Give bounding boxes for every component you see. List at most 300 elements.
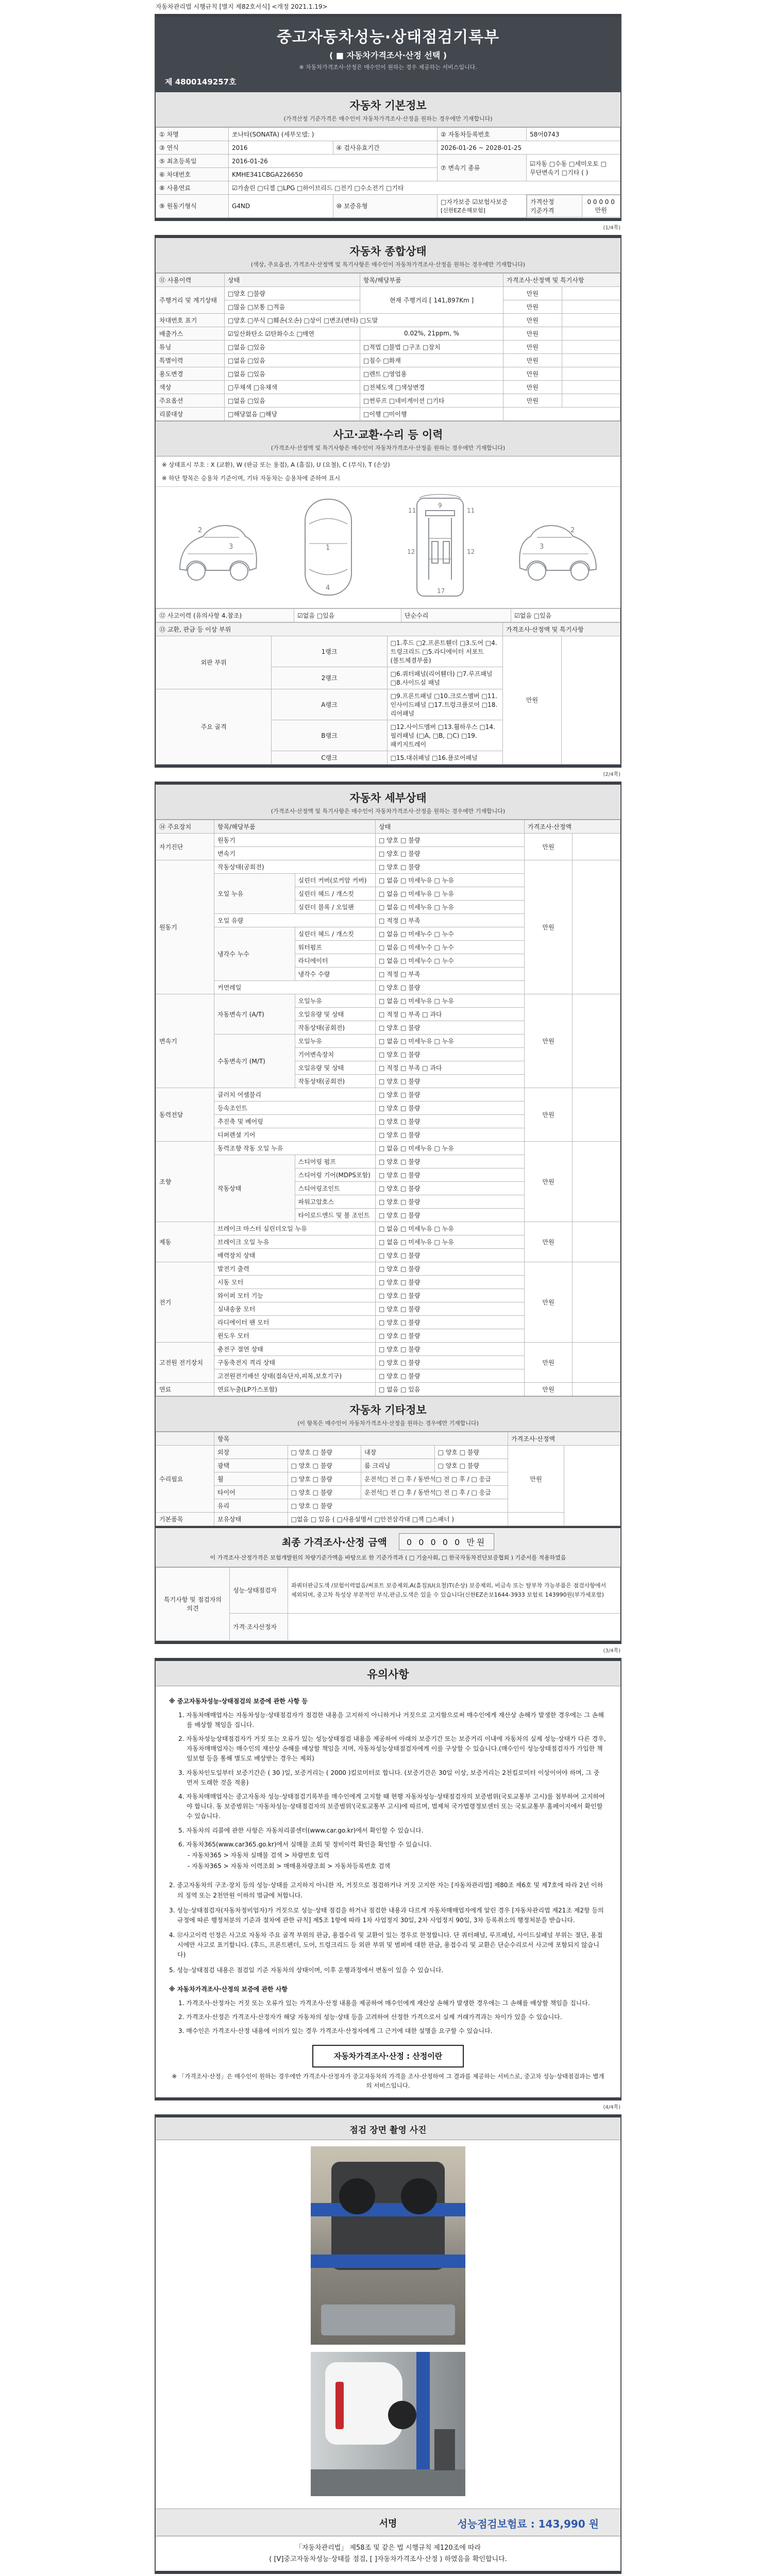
state-checkboxes[interactable]: □ 양호 □ 불량 [376, 1168, 525, 1181]
group-self-diagnosis: 자기진단 [156, 833, 214, 860]
car-name-value: 쏘나타(SONATA) (세부모델: ) [229, 128, 438, 141]
item-label: 변속기 [214, 846, 376, 860]
document-number: 제 4800149257호 [165, 77, 237, 87]
item-label: 연료누출(LP가스포함) [214, 1382, 376, 1396]
car-diagram-top[interactable] [284, 492, 372, 603]
frame-detail-condition [155, 782, 621, 1644]
recall-label: 리콜대상 [156, 407, 225, 420]
state-checkboxes[interactable]: □ 양호 □ 불량 [288, 1499, 508, 1512]
state-checkboxes[interactable]: □ 없음 □ 미세누유 □ 누유 [376, 994, 525, 1007]
item-label: 스티어링 기어(MDPS포함) [295, 1168, 376, 1181]
engine-type-value: G4ND [229, 195, 333, 218]
state-checkboxes[interactable]: □ 없음 □ 미세누유 □ 누유 [376, 900, 525, 913]
note-cell [562, 394, 620, 407]
state-checkboxes[interactable]: □ 양호 □ 불량 [288, 1485, 361, 1499]
item-label: 라디에이터 팬 모터 [214, 1315, 376, 1329]
col-state: 상태 [225, 273, 360, 286]
item-label: 워터펌프 [295, 940, 376, 954]
panel-header: ⑬ 교환, 판금 등 이상 부위 [156, 622, 503, 636]
color-type-checkboxes[interactable]: □전체도색 □색상변경 [360, 380, 503, 394]
item-label: 라디에이터 [295, 954, 376, 967]
price-cell: 만원 [503, 380, 562, 394]
usage-change-checkboxes[interactable]: □없음 □있음 [225, 367, 360, 380]
state-checkboxes[interactable]: □ 양호 □ 불량 [376, 1181, 525, 1195]
notice-subitem: - 자동차365 > 자동차 이력조회 > 매매용차량조회 > 자동차등록번호 검색 [188, 1862, 391, 1870]
col-part: 항목/해당부품 [360, 273, 503, 286]
appraiser-label: 가격·조사산정자 [230, 1613, 288, 1640]
section-note: (가격산정 기준가격은 매수인이 자동차가격조사·산정을 원하는 경우에만 기재합니다) [283, 115, 493, 122]
wheel-shape [339, 2178, 375, 2214]
form-reference: 자동차관리법 시행규칙 [별지 제82호서식] <개정 2021.1.19> [156, 3, 328, 10]
price-cell: 만원 [525, 994, 573, 1088]
tuning-checkboxes[interactable]: □없음 □있음 [225, 340, 360, 353]
state-checkboxes[interactable]: □ 양호 □ 불량 [376, 1114, 525, 1128]
note-cell [573, 833, 620, 860]
item-label: 브레이크 오일 누유 [214, 1235, 376, 1248]
reg-number-value: 58어0743 [527, 128, 620, 141]
hold-state-label: 보유상태 [214, 1512, 288, 1526]
item-label: 충전구 절연 상태 [214, 1342, 376, 1355]
rank1-label: 1랭크 [272, 636, 387, 667]
tire-position-checkboxes[interactable]: 운전석□ 전 □ 후 / 동반석□ 전 □ 후 / □ 응급 [361, 1485, 508, 1499]
page-marker-1: (1/4쪽) [603, 225, 620, 231]
accident-history-checkboxes[interactable]: ☑없음 □있음 [294, 608, 401, 622]
subgroup-coolant-leak: 냉각수 누수 [214, 927, 295, 980]
confirmation-footer [156, 2536, 620, 2570]
subgroup-operation: 작동상태 [214, 1155, 295, 1222]
final-price-box [156, 1526, 620, 1567]
tuning-label: 튜닝 [156, 340, 225, 353]
item-label: 동력조향 작동 오일 누유 [214, 1141, 376, 1155]
item-label: 스티어링 펌프 [295, 1155, 376, 1168]
panel-exchange-table [156, 622, 620, 765]
note-cell [562, 340, 620, 353]
lift-arm [311, 2255, 465, 2268]
group-transmission: 변속기 [156, 994, 214, 1088]
options-type-checkboxes[interactable]: □썬루프 □네비게이션 □기타 [360, 394, 503, 407]
group-fuel: 연료 [156, 1382, 214, 1396]
item-label: 구동축전지 격리 상태 [214, 1355, 376, 1369]
status-code-legend: ※ 상태표시 부호 : X (교환), W (판금 또는 용접), A (흠집), U (요철), C (부식), T (손상) [162, 461, 390, 468]
state-checkboxes[interactable]: □ 양호 □ 불량 [376, 1289, 525, 1302]
notice-item: 6. 자동차365(www.car365.go.kr)에서 실매물 조회 및 정비이력 확인을 확인할 수 있습니다. [178, 1840, 432, 1848]
fuel-checkboxes[interactable]: ☑가솔린 □디젤 □LPG □하이브리드 □전기 □수소전기 □기타 [229, 181, 620, 195]
simple-repair-checkboxes[interactable]: ☑없음 □있음 [511, 608, 620, 622]
inspection-photo-underbody[interactable] [311, 2146, 465, 2345]
state-checkboxes[interactable]: □ 양호 □ 불량 [376, 1047, 525, 1061]
recall-checkboxes[interactable]: □해당없음 □해당 [225, 407, 360, 420]
inspection-photo-car-rear[interactable] [311, 2352, 465, 2496]
state-checkboxes[interactable]: □ 양호 □ 불량 [288, 1459, 361, 1472]
rank2-checkboxes[interactable]: □6.쿼터패널(리어휀더) □7.루프패널 □8.사이드실 패널 [387, 667, 502, 689]
section-title: 점검 장면 촬영 사진 [349, 2125, 427, 2136]
basic-info-table [156, 127, 620, 218]
current-mileage: 현재 주행거리 [ 141,897Km ] [360, 286, 503, 313]
rankB-checkboxes[interactable]: □12.사이드멤버 □13.휠하우스 □14.필러패널 (□A, □B, □C) □19.패키지트레이 [387, 720, 502, 751]
price-survey-definition-text: ※ 「가격조사·산정」은 매수인이 원하는 경우에만 가격조사·산정자가 중고자동차의 가격을 조사·산정하여 그 결과를 제공하는 서비스로, 중고차 성능·상태점검과는 별개의 서비스입니다. [172, 2072, 604, 2089]
fuel-label: ⑧ 사용연료 [156, 181, 229, 195]
rankC-label: C랭크 [272, 751, 387, 764]
item-label: 오일유량 및 상태 [295, 1007, 376, 1021]
state-checkboxes[interactable]: □ 양호 □ 불량 [376, 833, 525, 846]
transmission-checkboxes[interactable]: ☑자동 □수동 □세미오토 □무단변속기 □기타 ( ) [527, 155, 620, 181]
state-checkboxes[interactable]: □ 양호 □ 불량 [376, 1128, 525, 1141]
item-label: 실린더 커버(로커암 커버) [295, 873, 376, 887]
item-label: 배력장치 상태 [214, 1248, 376, 1262]
group-engine: 원동기 [156, 860, 214, 994]
state-checkboxes[interactable]: □ 양호 □ 불량 [376, 1021, 525, 1034]
state-checkboxes[interactable]: □ 양호 □ 불량 [434, 1459, 508, 1472]
mileage-state-checkboxes[interactable]: □양호 □불량 [225, 286, 360, 300]
price-cell: 만원 [525, 1222, 573, 1262]
state-checkboxes[interactable]: □ 양호 □ 불량 [376, 1074, 525, 1088]
emission-checkboxes[interactable]: ☑일산화탄소 ☑탄화수소 □매연 [225, 327, 360, 340]
special-history-type-checkboxes[interactable]: □침수 □화재 [360, 353, 503, 367]
appraiser-opinion-text [288, 1613, 620, 1640]
notice-item: 5. 성능·상태점검 내용은 점검일 기준 자동차의 상태이며, 이후 운행과정에서 변동이 있을 수 있습니다. [169, 1966, 444, 1974]
price-cell: 만원 [525, 860, 573, 994]
svg-text:3: 3 [229, 543, 233, 551]
item-label: 스티어링조인트 [295, 1181, 376, 1195]
document [155, 2, 621, 2576]
wheel-shape [388, 2401, 416, 2429]
state-checkboxes[interactable]: □ 양호 □ 불량 [376, 1342, 525, 1355]
section-title: 사고·교환·수리 등 이력 [333, 428, 443, 441]
col-item: 항목 [214, 1432, 508, 1445]
odometer-state-checkboxes[interactable]: □많음 □보통 □적음 [225, 300, 360, 313]
price-survey-definition-box: 자동차가격조사·산정 : 산정이란 [312, 2045, 464, 2067]
price-cell: 만원 [503, 286, 562, 300]
group-steering: 조향 [156, 1141, 214, 1222]
section-note: (색상, 주요옵션, 가격조사·산정액 및 특기사항은 매수인이 자동차가격조사·산정을 원하는 경우에만 기재합니다) [250, 261, 526, 268]
mileage-label: 주행거리 및 계기상태 [156, 286, 225, 313]
item-label: 커먼레일 [214, 980, 376, 994]
notice-item: 3. 자동차인도일부터 보증기간은 ( 30 )일, 보증거리는 ( 2000 )킬로미터로 합니다. (보증기간은 30일 이상, 보증거리는 2천킬로미터 이상이어야 하며, 그 중 먼저 도래한 것을 적용) [178, 1769, 600, 1786]
section-photos [156, 2117, 620, 2140]
page-marker-4: (4/4쪽) [603, 2105, 620, 2111]
col-blank [156, 1432, 214, 1445]
subgroup-at: 자동변속기 (A/T) [214, 994, 295, 1034]
state-checkboxes[interactable]: □ 양호 □ 불량 [288, 1445, 361, 1459]
item-polish: 광택 [214, 1459, 288, 1472]
svg-text:9: 9 [438, 501, 442, 509]
inspection-period-label: ④ 검사유효기간 [333, 141, 438, 155]
panel-price-header: 가격조사·산정액 및 특기사항 [503, 622, 620, 636]
svg-text:11: 11 [408, 506, 416, 514]
vin-mark-label: 차대번호 표기 [156, 313, 225, 327]
section-notice [156, 1661, 620, 1686]
warranty-type-checkboxes[interactable] [438, 195, 527, 218]
page-marker-3: (3/4쪽) [603, 1648, 620, 1654]
usage-change-label: 용도변경 [156, 367, 225, 380]
item-room-cleaning: 룸 크리닝 [361, 1459, 435, 1472]
car-diagram-right-side[interactable] [509, 492, 609, 603]
section-title: 유의사항 [367, 1668, 409, 1681]
first-registration-value: 2016-01-26 [229, 155, 438, 168]
wheel-shape [401, 2178, 437, 2214]
section-note: (가격조사·산정액 및 특기사항은 매수인이 자동차가격조사·산정을 원하는 경우에만 기재합니다) [271, 444, 506, 451]
item-label: 오일누유 [295, 994, 376, 1007]
state-checkboxes[interactable]: □ 적정 □ 부족 [376, 913, 525, 927]
group-high-voltage: 고전원 전기장치 [156, 1342, 214, 1382]
item-label: 시동 모터 [214, 1275, 376, 1289]
group-basic-items: 기본품목 [156, 1512, 214, 1526]
item-label: 작동상태(공회전) [295, 1074, 376, 1088]
item-label: 윈도우 모터 [214, 1329, 376, 1342]
state-checkboxes[interactable]: □ 없음 □ 미세누수 □ 누수 [376, 940, 525, 954]
usage-change-type-checkboxes[interactable]: □렌트 □영업용 [360, 367, 503, 380]
section-basic-info [156, 92, 620, 127]
confirmation-line-1: 「자동차관리법」 제58조 및 같은 법 시행규칙 제120조에 따라 [295, 2544, 481, 2552]
note-cell [562, 327, 620, 340]
special-history-label: 특별이력 [156, 353, 225, 367]
basic-items-checkboxes[interactable]: □없음 □ 있음 ( □사용설명서 □안전삼각대 □잭 □스패너 ) [288, 1512, 508, 1526]
page-marker-2: (2/4쪽) [603, 771, 620, 777]
col-state: 상태 [376, 820, 525, 833]
special-history-checkboxes[interactable]: □없음 □있음 [225, 353, 360, 367]
note-cell [562, 353, 620, 367]
inspection-insurance-fee: 성능점검보험료 : 143,990 원 [457, 2518, 599, 2531]
state-checkboxes[interactable]: □ 없음 □ 미세누수 □ 누수 [376, 954, 525, 967]
options-label: 주요옵션 [156, 394, 225, 407]
vin-mark-checkboxes[interactable]: □양호 □부식 □훼손(오손) □상이 □변조(변타) □도말 [225, 313, 503, 327]
item-label: 와이퍼 모터 기능 [214, 1289, 376, 1302]
item-tire: 타이어 [214, 1485, 288, 1499]
svg-text:2: 2 [198, 526, 203, 534]
state-checkboxes[interactable]: □ 양호 □ 불량 [376, 1155, 525, 1168]
final-price-value: 0 0 0 0 0 만원 [399, 1533, 494, 1550]
col-major-device: ⑭ 주요장치 [156, 820, 214, 833]
color-checkboxes[interactable]: □무채색 □유채색 [225, 380, 360, 394]
car-diagram-left-side[interactable] [167, 492, 267, 603]
state-checkboxes[interactable]: □ 없음 □ 미세누유 □ 누유 [376, 1222, 525, 1235]
notice-item: 5. 자동차의 리콜에 관한 사항은 자동차리콜센터(www.car.go.kr)에서 확인할 수 있습니다. [178, 1826, 424, 1834]
notice-item: 4. 자동차매매업자는 중고자동차 성능·상태점검기록부를 매수인에게 고지할 때 현행 자동차성능·상태점검자의 보증범위(국토교통부 고시)를 첨부하여 고지하여야 합니다. 동 보증범위는 '자동차성능·상태점검자의 보증범위'(국토교통부 고시)에 따르며, 법제처 국가법령정보센터 또는 국토교통부 홈페이지에서 확인할 수 있습니다. [178, 1793, 605, 1820]
car-diagrams [156, 487, 620, 608]
price-cell: 만원 [525, 1382, 573, 1396]
svg-text:1: 1 [325, 544, 330, 552]
final-price-label: 최종 가격조사·산정 금액 [281, 1536, 387, 1548]
state-checkboxes[interactable]: □ 양호 □ 불량 [434, 1445, 508, 1459]
rankC-checkboxes[interactable]: □15.대쉬패널 □16.플로어패널 [387, 751, 502, 764]
item-label: 추진축 및 베어링 [214, 1114, 376, 1128]
rankA-label: A랭크 [272, 689, 387, 720]
note-cell [562, 300, 620, 313]
title-block [156, 17, 620, 92]
state-checkboxes[interactable]: □ 양호 □ 불량 [376, 846, 525, 860]
engine-type-label: ⑨ 원동기형식 [156, 195, 229, 218]
note-cell [573, 860, 620, 994]
notice-item: 1. 자동차매매업자는 자동차성능·상태점검자가 점검한 내용을 고지하지 아니하거나 거짓으로 고지함으로써 매수인에게 재산상 손해가 발생한 경우에는 그 손해를 배상할 책임을 집니다. [178, 1711, 604, 1728]
group-electric: 전기 [156, 1262, 214, 1342]
panel-price-cell: 만원 [503, 636, 562, 764]
item-label: 오일 유량 [214, 913, 376, 927]
state-checkboxes[interactable]: □ 없음 □ 미세누유 □ 누유 [376, 1034, 525, 1047]
inspection-period-value: 2026-01-26 ~ 2028-01-25 [438, 141, 620, 155]
item-glass: 유리 [214, 1499, 288, 1512]
inspector-label: 성능·상태점검자 [230, 1567, 288, 1613]
note-cell [573, 1141, 620, 1222]
state-checkboxes[interactable]: □ 양호 □ 불량 [376, 1302, 525, 1315]
item-label: 작동상태(공회전) [295, 1021, 376, 1034]
item-label: 오일유량 및 상태 [295, 1061, 376, 1074]
svg-text:17: 17 [437, 587, 445, 595]
item-label: 오일누유 [295, 1034, 376, 1047]
state-checkboxes[interactable]: □ 없음 □ 있음 [376, 1382, 525, 1396]
base-price-label: 가격산정 기준가격 [527, 195, 582, 217]
signature-label: 서명 [379, 2518, 397, 2530]
inspector-opinion-text: 좌쿼터판금도색 /보험이력없음/써포트 보증제외,A(흠집)U(요철)T(손상) 보증제외, 비금속 또는 탈부착 가능부품은 점검사항에서 제외되며, 중고차 특성상 부분적인 부식,판금,도색은 있을 수 있습니다(신한EZ손보1644-3933 보험료 143990원(부가세포함) [288, 1567, 620, 1613]
accident-history-table [156, 608, 620, 622]
vin-value: KMHE341CBGA226650 [229, 168, 438, 181]
state-checkboxes[interactable]: □ 적정 □ 부족 □ 과다 [376, 1007, 525, 1021]
state-checkboxes[interactable]: □ 없음 □ 미세누유 □ 누유 [376, 1235, 525, 1248]
wheel-position-checkboxes[interactable]: 운전석□ 전 □ 후 / 동반석□ 전 □ 후 / □ 응급 [361, 1472, 508, 1485]
detail-condition-table [156, 820, 620, 1396]
svg-text:4: 4 [325, 584, 330, 592]
note-cell [562, 367, 620, 380]
svg-text:11: 11 [467, 506, 475, 514]
price-cell: 만원 [508, 1445, 564, 1512]
state-checkboxes[interactable]: □ 양호 □ 불량 [288, 1472, 361, 1485]
state-checkboxes[interactable]: □ 양호 □ 불량 [376, 860, 525, 873]
color-label: 색상 [156, 380, 225, 394]
state-checkboxes[interactable]: □ 양호 □ 불량 [376, 1315, 525, 1329]
price-cell: 만원 [503, 300, 562, 313]
state-checkboxes[interactable]: □ 적정 □ 부족 [376, 967, 525, 980]
lift-arm [311, 2203, 465, 2216]
subgroup-oil-leak: 오일 누유 [214, 873, 295, 913]
item-exterior: 외장 [214, 1445, 288, 1459]
price-cell: 만원 [503, 340, 562, 353]
section-title: 자동차 기타정보 [349, 1403, 427, 1416]
section-title: 자동차 종합상태 [349, 245, 427, 258]
item-label: 브레이크 마스터 실린더오일 누유 [214, 1222, 376, 1235]
col-price: 가격조사·산정액 [508, 1432, 620, 1445]
panel-note-cell [562, 636, 620, 764]
item-label: 실린더 블록 / 오일팬 [295, 900, 376, 913]
state-checkboxes[interactable]: □ 양호 □ 불량 [376, 1101, 525, 1114]
state-checkboxes[interactable]: □ 없음 □ 미세누유 □ 누유 [376, 1141, 525, 1155]
item-wheel: 휠 [214, 1472, 288, 1485]
car-diagram-underbody[interactable] [389, 492, 492, 603]
item-label: 타이로드엔드 및 볼 조인트 [295, 1208, 376, 1222]
col-usage-history: ⑪ 사용이력 [156, 273, 225, 286]
model-year-value: 2016 [229, 141, 333, 155]
first-registration-label: ⑤ 최초등록일 [156, 155, 229, 168]
price-cell: 만원 [525, 1141, 573, 1222]
state-checkboxes[interactable]: □ 양호 □ 불량 [376, 1329, 525, 1342]
state-checkboxes[interactable]: □ 양호 □ 불량 [376, 1195, 525, 1208]
svg-text:12: 12 [467, 548, 475, 555]
state-checkboxes[interactable]: □ 양호 □ 불량 [376, 1262, 525, 1275]
overall-condition-table [156, 273, 620, 421]
rank1-checkboxes[interactable]: □1.후드 □2.프론트휀더 □3.도어 □4.트렁크리드 □5.라디에이터 서포트(볼트체결부품) [387, 636, 502, 667]
emission-label: 배출가스 [156, 327, 225, 340]
note-cell [562, 313, 620, 327]
frame-notice [155, 1658, 621, 2101]
price-cell: 만원 [503, 313, 562, 327]
recall-done-checkboxes[interactable]: □이행 □미이행 [360, 407, 503, 420]
note-cell [573, 994, 620, 1088]
state-checkboxes[interactable]: □ 양호 □ 불량 [376, 980, 525, 994]
state-checkboxes[interactable]: □ 적정 □ 부족 □ 과다 [376, 1061, 525, 1074]
car-name-label: ① 차명 [156, 128, 229, 141]
emission-values: 0.02%, 21ppm, % [360, 327, 503, 340]
notice-item: 3. 매수인은 가격조사·산정 내용에 이의가 있는 경우 가격조사·산정자에게 그 근거에 대한 설명을 요구할 수 있습니다. [178, 2027, 493, 2035]
state-checkboxes[interactable]: □ 양호 □ 불량 [376, 1275, 525, 1289]
section-detail [156, 785, 620, 820]
state-checkboxes[interactable]: □ 양호 □ 불량 [376, 1088, 525, 1101]
warranty-type-value[interactable]: □자가보증 ☑보험사보증 [441, 198, 508, 206]
opinion-table [156, 1567, 620, 1641]
title-note: ※ 자동차가격조사·산정은 매수인이 원하는 경우 제공하는 서비스입니다. [299, 64, 477, 71]
state-checkboxes[interactable]: □ 없음 □ 미세누유 □ 누유 [376, 887, 525, 900]
section-title: 자동차 기본정보 [349, 99, 427, 112]
note-cell [562, 286, 620, 300]
accident-history-label: ⑫ 사고이력 (유의사항 4.참조) [156, 608, 294, 622]
signature-bar [156, 2509, 620, 2536]
definition-box-wrap [169, 2045, 607, 2067]
state-checkboxes[interactable]: □ 양호 □ 불량 [376, 1369, 525, 1382]
notice-item: 1. 가격조사·산정자는 거짓 또는 오류가 있는 가격조사·산정 내용을 제공하여 매수인에게 재산상 손해가 발생한 경우에는 그 손해를 배상할 책임을 집니다. [178, 1999, 590, 2007]
warranty-type-label: ⑩ 보증유형 [333, 195, 438, 218]
rankA-checkboxes[interactable]: □9.프론트패널 □10.크로스멤버 □11.인사이드패널 □17.트렁크플로어 □18.리어패널 [387, 689, 502, 720]
price-cell [508, 1512, 564, 1526]
note-cell [573, 1088, 620, 1141]
item-label: 실내송풍 모터 [214, 1302, 376, 1315]
note-cell [503, 407, 620, 420]
section-note: (이 항목은 매수인이 자동차가격조사·산정을 원하는 경우에만 기재합니다) [297, 1419, 479, 1427]
state-checkboxes[interactable]: □ 양호 □ 불량 [376, 1355, 525, 1369]
notice-body [156, 1686, 620, 2098]
svg-text:3: 3 [539, 543, 544, 551]
lift-base [434, 2429, 455, 2470]
options-checkboxes[interactable]: □없음 □있음 [225, 394, 360, 407]
section-accident [156, 421, 620, 456]
section-etc [156, 1396, 620, 1432]
frame-basic-info [155, 14, 621, 221]
price-cell: 만원 [525, 833, 573, 860]
price-cell: 만원 [503, 353, 562, 367]
state-checkboxes[interactable]: □ 양호 □ 불량 [376, 1208, 525, 1222]
svg-text:2: 2 [570, 526, 575, 534]
item-label: 기어변속장치 [295, 1047, 376, 1061]
rank2-label: 2랭크 [272, 667, 387, 689]
frame-photos-signature [155, 2114, 621, 2573]
price-cell: 만원 [525, 1088, 573, 1141]
state-checkboxes[interactable]: □ 없음 □ 미세누유 □ 누유 [376, 873, 525, 887]
group-brake: 제동 [156, 1222, 214, 1262]
etc-info-table [156, 1432, 620, 1526]
model-year-label: ③ 연식 [156, 141, 229, 155]
col-item: 항목/해당부품 [214, 820, 376, 833]
item-label: 작동상태(공회전) [214, 860, 376, 873]
price-survey-option: ( ■ 자동차가격조사·산정 선택 ) [329, 50, 447, 60]
notice-item: 2. 자동차성능상태점검자가 거짓 또는 오류가 있는 성능상태점검 내용을 제공하여 아래의 보증기간 또는 보증거리 이내에 자동차의 실제 성능·상태가 다른 경우, 자동차매매업자는 매수인의 재산상 손해를 배상할 책임을 지며, 자동차성능상태점검자에게 이를 구상할 수 있습니다.(매수인이 성능상태점검자가 가입한 책임보험 등을 통해 별도로 배상받는 경우는 제외) [178, 1735, 606, 1762]
state-checkboxes[interactable]: □ 없음 □ 미세누수 □ 누수 [376, 927, 525, 940]
state-checkboxes[interactable]: □ 양호 □ 불량 [376, 1248, 525, 1262]
group-repair-needed: 수리필요 [156, 1445, 214, 1512]
item-label: 발전기 출력 [214, 1262, 376, 1275]
section-overall [156, 238, 620, 273]
tuning-type-checkboxes[interactable]: □적법 □불법 □구조 □장치 [360, 340, 503, 353]
rankB-label: B랭크 [272, 720, 387, 751]
notice-heading-2: ※ 자동차가격조사·산정의 보증에 관한 사항 [169, 1985, 288, 1993]
notice-item: 3. 성능·상태점검자(자동차정비업자)가 거짓으로 성능·상태 점검을 하거나 점검한 내용과 다르게 자동차매매업자에게 알린 경우 [자동차관리법 제21조 제2항 등의 규정에 따른 행정처분의 기준과 절차에 관한 규칙] 제5조 1항에 따라 1차 사업정지 30일, 2차 사업정지 90일, 3차 등록취소의 행정처분을 받습니다. [169, 1906, 604, 1924]
reg-number-label: ② 자동차등록번호 [438, 128, 527, 141]
simple-repair-label: 단순수리 [401, 608, 511, 622]
